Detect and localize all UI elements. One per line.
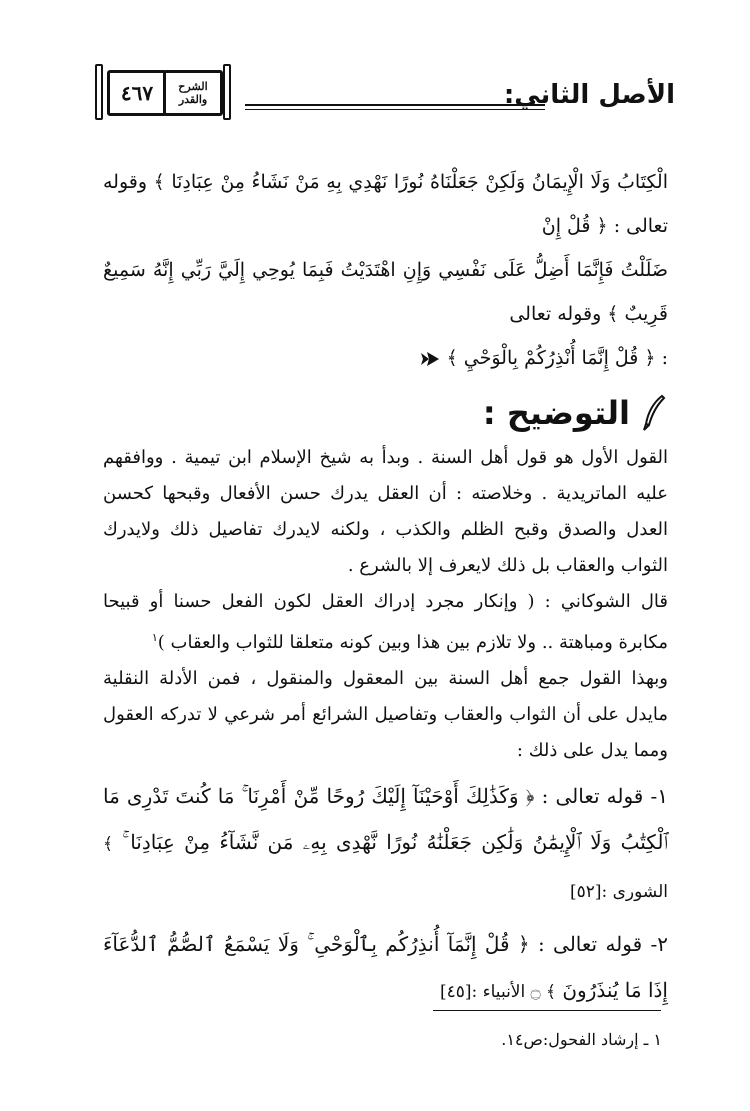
section-heading: [103, 394, 668, 432]
book-cover-left: [95, 64, 103, 120]
footnote-rule: [433, 1010, 661, 1011]
paragraph: قال الشوكاني : ( وإنكار مجرد إدراك العقل لكون الفعل حسنا أو قبيحا مكابرة ومباهتة .. ولا تلازم بين هذا وبين كونه متعلقا للثواب والعقاب )$^١$: [103, 591, 668, 653]
quill-pen-icon: [640, 394, 668, 432]
verse-item: [103, 773, 668, 915]
header-rule-thin: [245, 109, 545, 110]
paragraph: وبهذا القول جمع أهل السنة بين المعقول والمنقول ، فمن الأدلة النقلية مايدل على أن الثواب والعقاب وتفاصيل الشرائع أمر شرعي لا تدركه العقول ومما يدل على ذلك :: [103, 668, 668, 761]
verse-lead: قوله تعالى : ﴿: [517, 932, 643, 956]
page-body: [103, 160, 668, 1021]
intro-quote-line: : ﴿ قُلْ إِنَّمَا أُنْذِرُكُمْ بِالْوَحْيِ ﴾: [103, 336, 668, 380]
intro-quote: [103, 160, 668, 380]
book-title-line2: والقدر: [178, 93, 208, 106]
verse-reference: ﴾ الشورى :[٥٢]: [103, 834, 668, 902]
page-number: ٤٦٧: [107, 70, 167, 116]
chapter-title: الأصل الثاني:: [503, 80, 675, 110]
footnote-marker: ١: [151, 631, 158, 644]
verse-reference: ﴾ ۝ الأنبياء :[٤٥]: [439, 982, 556, 1002]
book-title: [163, 70, 223, 116]
section-heading-text: التوضيح :: [482, 394, 630, 432]
book-cover-right: [223, 64, 231, 120]
intro-quote-line: ضَلَلْتُ فَإِنَّمَا أَضِلُّ عَلَى نَفْسِي وَإِنِ اهْتَدَيْتُ فَبِمَا يُوحِي إِلَيَّ رَبِّي إِنَّهُ سَمِيعٌ قَرِيبٌ ﴾ وقوله تعالى: [103, 259, 668, 325]
verse-lead: قوله تعالى : ﴿: [525, 784, 644, 808]
header-rule: [245, 104, 545, 106]
paragraph: القول الأول هو قول أهل السنة . وبدأ به شيخ الإسلام ابن تيمية . ووافقهم عليه الماتريدية . وخلاصته : أن العقل يدرك حسن الأفعال وقبحها كحسن العدل والصدق وقبح الظلم والكذب ، ولكنه لايدرك تفاصيل ذلك ولايدرك الثواب والعقاب بل ذلك لايعرف إلا بالشرع .: [103, 447, 668, 576]
book-title-line1: الشرح: [178, 80, 208, 93]
verse-number: ١-: [650, 784, 669, 808]
verse-text: وَكَذَٰلِكَ أَوْحَيْنَآ إِلَيْكَ رُوحًا مِّنْ أَمْرِنَا ۚ مَا كُنتَ تَدْرِى مَا ٱلْكِتَٰبُ وَلَا ٱلْإِيمَٰنُ وَلَٰكِن جَعَلْنَٰهُ نُورًا نَّهْدِى بِهِۦ مَن نَّشَآءُ مِنْ عِبَادِنَا ۚ: [103, 784, 668, 854]
arrow-icon: [419, 350, 441, 368]
book-emblem: [95, 60, 235, 122]
footnote: ١ ـ إرشاد الفحول:ص١٤.: [501, 1030, 662, 1049]
verse-item: [103, 921, 668, 1015]
verse-number: ٢-: [650, 932, 669, 956]
page-header: [95, 60, 675, 130]
verse-text: قُلْ إِنَّمَآ أُنذِرُكُم بِٱلْوَحْىِ ۚ وَلَا يَسْمَعُ ٱلصُّمُّ ٱلدُّعَآءَ إِذَا مَا يُنذَرُونَ: [103, 932, 668, 1002]
intro-quote-line: الْكِتَابُ وَلَا الْإِيمَانُ وَلَكِنْ جَعَلْنَاهُ نُورًا نَهْدِي بِهِ مَنْ نَشَاءُ مِنْ عِبَادِنَا ﴾ وقوله تعالى : ﴿ قُلْ إِنْ: [103, 171, 668, 237]
